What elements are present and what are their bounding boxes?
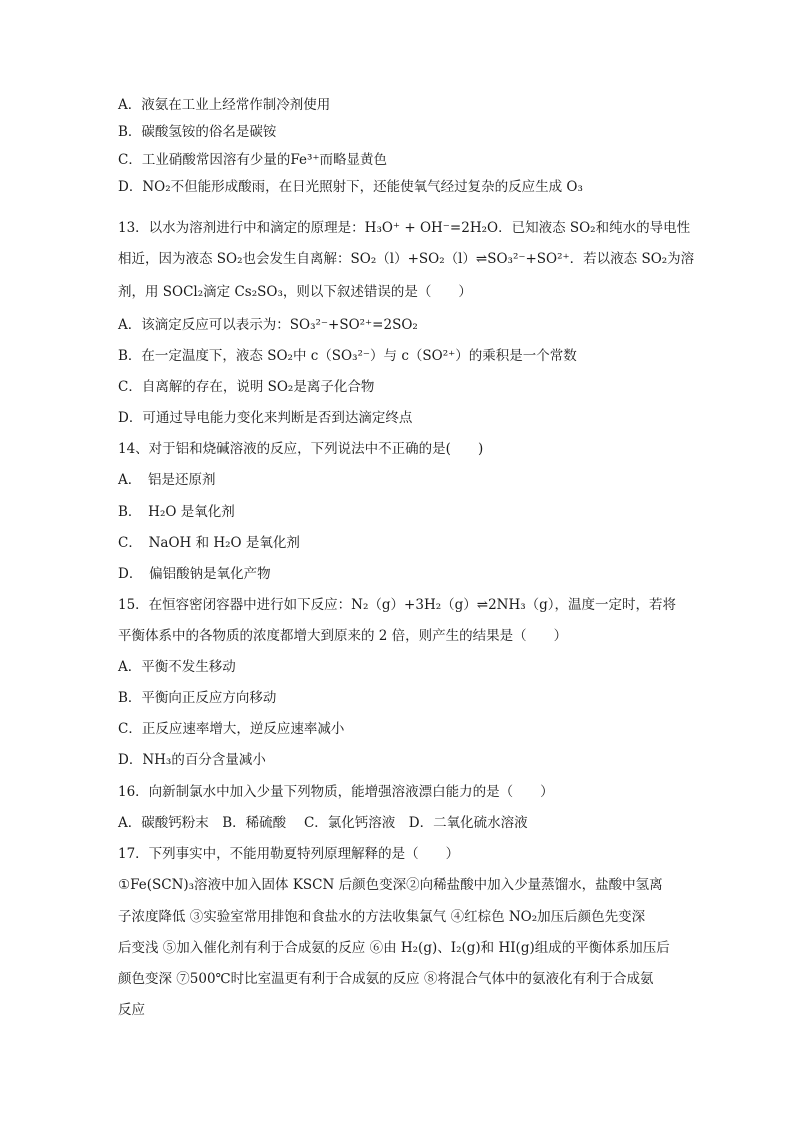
q13-option-c: C．自离解的存在，说明 SO₂是离子化合物 (118, 379, 375, 395)
q17-facts-line-2: 子浓度降低 ③实验室常用排饱和食盐水的方法收集氯气 ④红棕色 NO₂加压后颜色先变深 (118, 909, 646, 925)
q16-options: A．碳酸钙粉末 B．稀硫酸 C．氯化钙溶液 D．二氧化硫水溶液 (118, 815, 528, 831)
q14-stem: 14、对于铝和烧碱溶液的反应，下列说法中不正确的是( ) (118, 441, 484, 457)
q12-option-b: B．碳酸氢铵的俗名是碳铵 (118, 124, 277, 140)
q14-option-d: D． 偏铝酸钠是氧化产物 (118, 566, 271, 582)
q13-option-b: B．在一定温度下，液态 SO₂中 c（SO₃²⁻）与 c（SO²⁺）的乘积是一个常数 (118, 348, 577, 364)
q17-facts-line-3: 后变浅 ⑤加入催化剂有利于合成氨的反应 ⑥由 H₂(g)、I₂(g)和 HI(g)组成的平衡体系加压后 (118, 940, 670, 956)
q13-stem-line-3: 剂，用 SOCl₂滴定 Cs₂SO₃，则以下叙述错误的是（ ） (118, 284, 472, 300)
q13-stem-line-2: 相近，因为液态 SO₂也会发生自离解：SO₂（l）+SO₂（l）⇌SO₃²⁻+SO²⁺．若以液态 SO₂为溶 (118, 251, 695, 267)
q15-option-a: A．平衡不发生移动 (118, 659, 236, 675)
q15-option-c: C．正反应速率增大，逆反应速率减小 (118, 721, 345, 737)
q16-stem: 16．向新制氯水中加入少量下列物质，能增强溶液漂白能力的是（ ） (118, 784, 554, 800)
q15-stem-line-2: 平衡体系中的各物质的浓度都增大到原来的 2 倍，则产生的结果是（ ） (118, 628, 568, 644)
q13-stem-line-1: 13．以水为溶剂进行中和滴定的原理是：H₃O⁺ + OH⁻=2H₂O．已知液态 SO₂和纯水的导电性 (118, 220, 691, 236)
q12-option-d: D．NO₂不但能形成酸雨，在日光照射下，还能使氧气经过复杂的反应生成 O₃ (118, 179, 583, 195)
q13-option-a: A．该滴定反应可以表示为：SO₃²⁻+SO²⁺=2SO₂ (118, 317, 418, 333)
q12-option-a: A．液氨在工业上经常作制冷剂使用 (118, 97, 331, 113)
q14-option-b: B． H₂O 是氧化剂 (118, 504, 235, 520)
q17-facts-line-4: 颜色变深 ⑦500℃时比室温更有利于合成氨的反应 ⑧将混合气体中的氨液化有利于合成氨 (118, 971, 654, 987)
q14-option-a: A． 铝是还原剂 (118, 472, 216, 488)
q17-facts-line-1: ①Fe(SCN)₃溶液中加入固体 KSCN 后颜色变深②向稀盐酸中加入少量蒸馏水，盐酸中氢离 (118, 877, 663, 893)
q13-option-d: D．可通过导电能力变化来判断是否到达滴定终点 (118, 410, 413, 426)
q17-facts-line-5: 反应 (118, 1002, 145, 1018)
q12-option-c: C．工业硝酸常因溶有少量的Fe³⁺而略显黄色 (118, 152, 387, 168)
q17-stem: 17．下列事实中，不能用勒夏特列原理解释的是（ ） (118, 846, 460, 862)
q15-stem-line-1: 15．在恒容密闭容器中进行如下反应：N₂（g）+3H₂（g）⇌2NH₃（g），温度一定时，若将 (118, 597, 677, 613)
q15-option-d: D．NH₃的百分含量减小 (118, 752, 266, 768)
q14-option-c: C． NaOH 和 H₂O 是氧化剂 (118, 535, 300, 551)
q15-option-b: B．平衡向正反应方向移动 (118, 690, 277, 706)
